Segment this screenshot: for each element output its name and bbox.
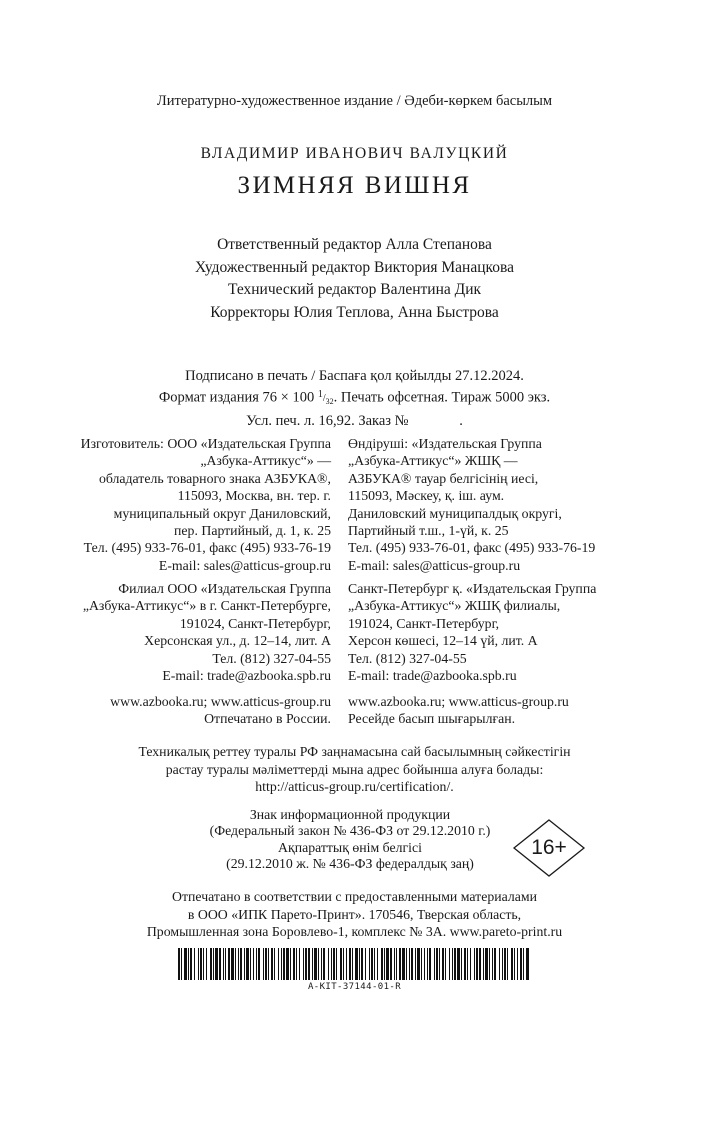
barcode-bar xyxy=(415,948,416,980)
publication-info xyxy=(0,367,709,430)
barcode-bar xyxy=(502,948,503,980)
branch-kz xyxy=(348,580,596,684)
barcode-bar xyxy=(213,948,214,980)
website-links[interactable]: www.azbooka.ru; www.atticus-group.ru xyxy=(110,694,331,709)
barcode-bar xyxy=(265,948,267,980)
barcode-bar xyxy=(228,948,230,980)
barcode-bar xyxy=(323,948,325,980)
editor-line: Корректоры Юлия Теплова, Анна Быстрова xyxy=(210,304,499,322)
manufacturer-ru-email[interactable]: E-mail: sales@atticus-group.ru xyxy=(158,557,331,573)
barcode-bar xyxy=(308,948,310,980)
barcode-bar xyxy=(411,948,413,980)
barcode-bar xyxy=(203,948,204,980)
barcode-bar xyxy=(499,948,500,980)
barcode-bar xyxy=(439,948,440,980)
manufacturer-ru-line: „Азбука-Аттикус“» — xyxy=(200,453,331,469)
website-links[interactable]: www.azbooka.ru; www.atticus-group.ru xyxy=(348,694,569,709)
barcode-bar xyxy=(188,948,189,980)
barcode-bar xyxy=(421,948,422,980)
barcode-bar xyxy=(359,948,360,980)
manufacturer-ru-line: обладатель товарного знака АЗБУКА®, xyxy=(98,470,331,486)
barcode-bar xyxy=(278,948,279,980)
barcode-bar xyxy=(479,948,481,980)
sheets-line: Усл. печ. л. 16,92. Заказ № . xyxy=(246,412,463,429)
tech-regulation-line: Техникалық реттеу туралы РФ заңнамасына сай басылымның сәйкестігін xyxy=(138,744,571,759)
barcode-bar xyxy=(263,948,264,980)
manufacturer-ru-line: пер. Партийный, д. 1, к. 25 xyxy=(174,523,331,539)
format-prefix: Формат издания 76 × 100 xyxy=(158,388,318,405)
barcode-bar xyxy=(331,948,332,980)
barcode-bar xyxy=(321,948,322,980)
barcode-bar xyxy=(461,948,462,980)
barcode-bar xyxy=(386,948,389,980)
barcode-bar xyxy=(523,948,524,980)
barcode-bar xyxy=(318,948,319,980)
manufacturer-kz xyxy=(348,435,595,574)
branch-kz-line: Тел. (812) 327-04-55 xyxy=(348,650,467,666)
barcode-bar xyxy=(485,948,488,980)
barcode-bar xyxy=(253,948,254,980)
barcode-bar xyxy=(178,948,180,980)
barcode xyxy=(178,948,530,980)
barcode-bar xyxy=(514,948,515,980)
format-fraction: $^1/_{32}$ xyxy=(317,388,334,406)
manufacturer-ru-line: муниципальный округ Даниловский, xyxy=(113,505,331,521)
barcode-bar xyxy=(246,948,249,980)
branch-ru-line: Тел. (812) 327-04-55 xyxy=(212,650,331,666)
barcode-bar xyxy=(210,948,212,980)
barcode-bar xyxy=(409,948,410,980)
barcode-bar xyxy=(256,948,257,980)
author-name: ВЛАДИМИР ИВАНОВИЧ ВАЛУЦКИЙ xyxy=(200,145,509,162)
barcode-bar xyxy=(340,948,342,980)
info-product-mark xyxy=(160,807,540,872)
printer-line[interactable]: Промышленная зона Боровлево-1, комплекс № 3А. www.pareto-print.ru xyxy=(146,924,563,939)
barcode-bar xyxy=(399,948,401,980)
barcode-bar xyxy=(457,948,460,980)
barcode-bar xyxy=(464,948,466,980)
info-mark-line: (Федеральный закон № 436-ФЗ от 29.12.2010 г.) xyxy=(209,823,491,839)
branch-kz-email[interactable]: E-mail: trade@azbooka.spb.ru xyxy=(348,668,517,684)
barcode-bar xyxy=(489,948,490,980)
barcode-bar xyxy=(286,948,289,980)
barcode-bar xyxy=(223,948,224,980)
barcode-bar xyxy=(328,948,329,980)
barcode-bar xyxy=(369,948,370,980)
barcode-bar xyxy=(312,948,313,980)
barcode-bar xyxy=(394,948,395,980)
printer-line: Отпечатано в соответствии с предоставленными материалами xyxy=(172,889,537,904)
barcode-bar xyxy=(467,948,468,980)
web-kz xyxy=(348,693,569,728)
barcode-bar xyxy=(517,948,518,980)
format-denominator: 32 xyxy=(325,396,334,406)
branch-ru-line: „Азбука-Аттикус“» в г. Санкт-Петербурге, xyxy=(82,598,331,614)
barcode-bar xyxy=(343,948,344,980)
certification-link[interactable]: http://atticus-group.ru/certification/. xyxy=(255,779,454,794)
manufacturer-kz-line: Тел. (495) 933-76-01, факс (495) 933-76-19 xyxy=(348,540,596,556)
barcode-bar xyxy=(494,948,496,980)
editor-line: Технический редактор Валентина Дик xyxy=(227,281,482,299)
barcode-bar xyxy=(427,948,428,980)
barcode-bar xyxy=(336,948,337,980)
barcode-bar xyxy=(377,948,378,980)
manufacturer-kz-email[interactable]: E-mail: sales@atticus-group.ru xyxy=(348,557,521,573)
barcode-bar xyxy=(346,948,347,980)
signed-line: Подписано в печать / Баспаға қол қойылды 27.12.2024. xyxy=(185,368,524,384)
barcode-bar xyxy=(198,948,199,980)
barcode-bar xyxy=(355,948,358,980)
printed-in-russia: Отпечатано в России. xyxy=(204,711,331,727)
barcode-bar xyxy=(434,948,435,980)
branch-kz-line: Херсон көшесі, 12–14 үй, лит. А xyxy=(348,633,538,649)
barcode-bar xyxy=(305,948,307,980)
barcode-bar xyxy=(238,948,239,980)
barcode-bar xyxy=(396,948,397,980)
barcode-bar xyxy=(390,948,392,980)
barcode-bar xyxy=(281,948,282,980)
branch-kz-line: „Азбука-Аттикус“» ЖШҚ филиалы, xyxy=(348,598,561,614)
barcode-bar xyxy=(235,948,236,980)
barcode-bar xyxy=(271,948,273,980)
barcode-bar xyxy=(384,948,385,980)
barcode-bar xyxy=(445,948,446,980)
barcode-bar xyxy=(190,948,192,980)
barcode-bar xyxy=(402,948,405,980)
format-suffix: . Печать офсетная. Тираж 5000 экз. xyxy=(333,388,551,405)
barcode-bar xyxy=(483,948,484,980)
barcode-bar xyxy=(299,948,300,980)
barcode-bar xyxy=(349,948,351,980)
barcode-bar xyxy=(507,948,508,980)
barcode-bar xyxy=(374,948,375,980)
manufacturer-kz-line: Партийный т.ш., 1-үй, к. 25 xyxy=(348,523,509,539)
barcode-bar xyxy=(452,948,453,980)
barcode-bar xyxy=(429,948,431,980)
barcode-bar xyxy=(424,948,425,980)
format-line xyxy=(0,386,709,412)
manufacturer-ru xyxy=(81,435,331,574)
barcode-bar xyxy=(520,948,522,980)
barcode-bar xyxy=(314,948,317,980)
barcode-bar xyxy=(352,948,353,980)
barcode-bar xyxy=(296,948,297,980)
manufacturer-ru-line: 115093, Москва, вн. тер. г. xyxy=(177,488,331,504)
barcode-bar xyxy=(250,948,251,980)
branch-ru-line: Филиал ООО «Издательская Группа xyxy=(118,581,331,596)
branch-ru xyxy=(83,580,331,684)
manufacturer-kz-line: АЗБУКА® тауар белгісінің иесі, xyxy=(348,470,539,486)
age-rating: 16+ xyxy=(531,836,567,859)
barcode-bar xyxy=(244,948,245,980)
branch-ru-line: 191024, Санкт-Петербург, xyxy=(179,615,331,631)
barcode-bar xyxy=(470,948,471,980)
barcode-bar xyxy=(219,948,221,980)
branch-kz-line: Санкт-Петербург қ. «Издательская Группа xyxy=(348,581,597,596)
branch-ru-line: Херсонская ул., д. 12–14, лит. А xyxy=(144,633,331,649)
barcode-bar xyxy=(303,948,304,980)
format-numerator: 1 xyxy=(317,388,323,400)
barcode-code: А-КIТ-37144-01-R xyxy=(307,982,402,992)
barcode-bar xyxy=(293,948,295,980)
tech-regulation xyxy=(0,743,709,796)
barcode-bar xyxy=(454,948,456,980)
barcode-bar xyxy=(406,948,407,980)
tech-regulation-line: растау туралы мәліметтерді мына адрес бойынша алуға болады: xyxy=(165,761,544,777)
barcode-bar xyxy=(206,948,207,980)
barcode-bar xyxy=(240,948,242,980)
printer-info xyxy=(0,888,709,941)
barcode-bar xyxy=(371,948,373,980)
printed-in-russia-kz: Ресейде басып шығарылған. xyxy=(348,711,516,727)
editor-line: Художественный редактор Виктория Манацкова xyxy=(195,258,514,276)
barcode-bar xyxy=(526,948,529,980)
manufacturer-kz-line: Даниловский муниципалдық округі, xyxy=(348,505,562,521)
book-title: ЗИМНЯЯ ВИШНЯ xyxy=(237,172,472,199)
manufacturer-ru-line: Тел. (495) 933-76-01, факс (495) 933-76-19 xyxy=(83,540,331,556)
barcode-bar xyxy=(511,948,513,980)
editor-line: Ответственный редактор Алла Степанова xyxy=(217,236,492,253)
barcode-bar xyxy=(268,948,269,980)
barcode-bar xyxy=(442,948,444,980)
barcode-bar xyxy=(290,948,291,980)
manufacturer-kz-line: 115093, Мәскеу, қ. іш. аум. xyxy=(348,488,505,504)
barcode-bar xyxy=(184,948,187,980)
barcode-bar xyxy=(200,948,202,980)
barcode-bar xyxy=(274,948,275,980)
barcode-bar xyxy=(283,948,285,980)
barcode-bar xyxy=(476,948,478,980)
barcode-bar xyxy=(417,948,420,980)
barcode-bar xyxy=(231,948,234,980)
genre-line: Литературно-художественное издание / Әдеби-көркем басылым xyxy=(156,93,553,109)
barcode-bar xyxy=(436,948,438,980)
web-ru xyxy=(110,693,331,728)
info-mark-line: Знак информационной продукции xyxy=(249,807,451,822)
branch-kz-line: 191024, Санкт-Петербург, xyxy=(348,615,500,631)
barcode-bar xyxy=(258,948,260,980)
barcode-bar xyxy=(181,948,182,980)
branch-ru-email[interactable]: E-mail: trade@azbooka.spb.ru xyxy=(162,668,331,684)
editors-block xyxy=(0,234,709,325)
barcode-bar xyxy=(474,948,475,980)
manufacturer-ru-line: Изготовитель: ООО «Издательская Группа xyxy=(80,436,331,451)
barcode-bar xyxy=(194,948,195,980)
barcode-bar xyxy=(504,948,506,980)
barcode-bar xyxy=(225,948,226,980)
printer-line: в ООО «ИПК Парето-Принт». 170546, Тверская область, xyxy=(187,906,522,922)
barcode-bar xyxy=(215,948,218,980)
barcode-bar xyxy=(365,948,366,980)
info-mark-line: (29.12.2010 ж. № 436-ФЗ федералдық заң) xyxy=(226,855,474,871)
info-mark-line: Ақпараттық өнім белгісі xyxy=(278,839,422,855)
barcode-bar xyxy=(492,948,493,980)
manufacturer-kz-line: „Азбука-Аттикус“» ЖШҚ — xyxy=(348,453,518,469)
barcode-bar xyxy=(449,948,450,980)
barcode-bar xyxy=(333,948,335,980)
age-rating-badge xyxy=(512,818,586,878)
manufacturer-kz-line: Өндіруші: «Издательская Группа xyxy=(348,436,542,451)
barcode-bar xyxy=(381,948,383,980)
barcode-bar xyxy=(361,948,363,980)
